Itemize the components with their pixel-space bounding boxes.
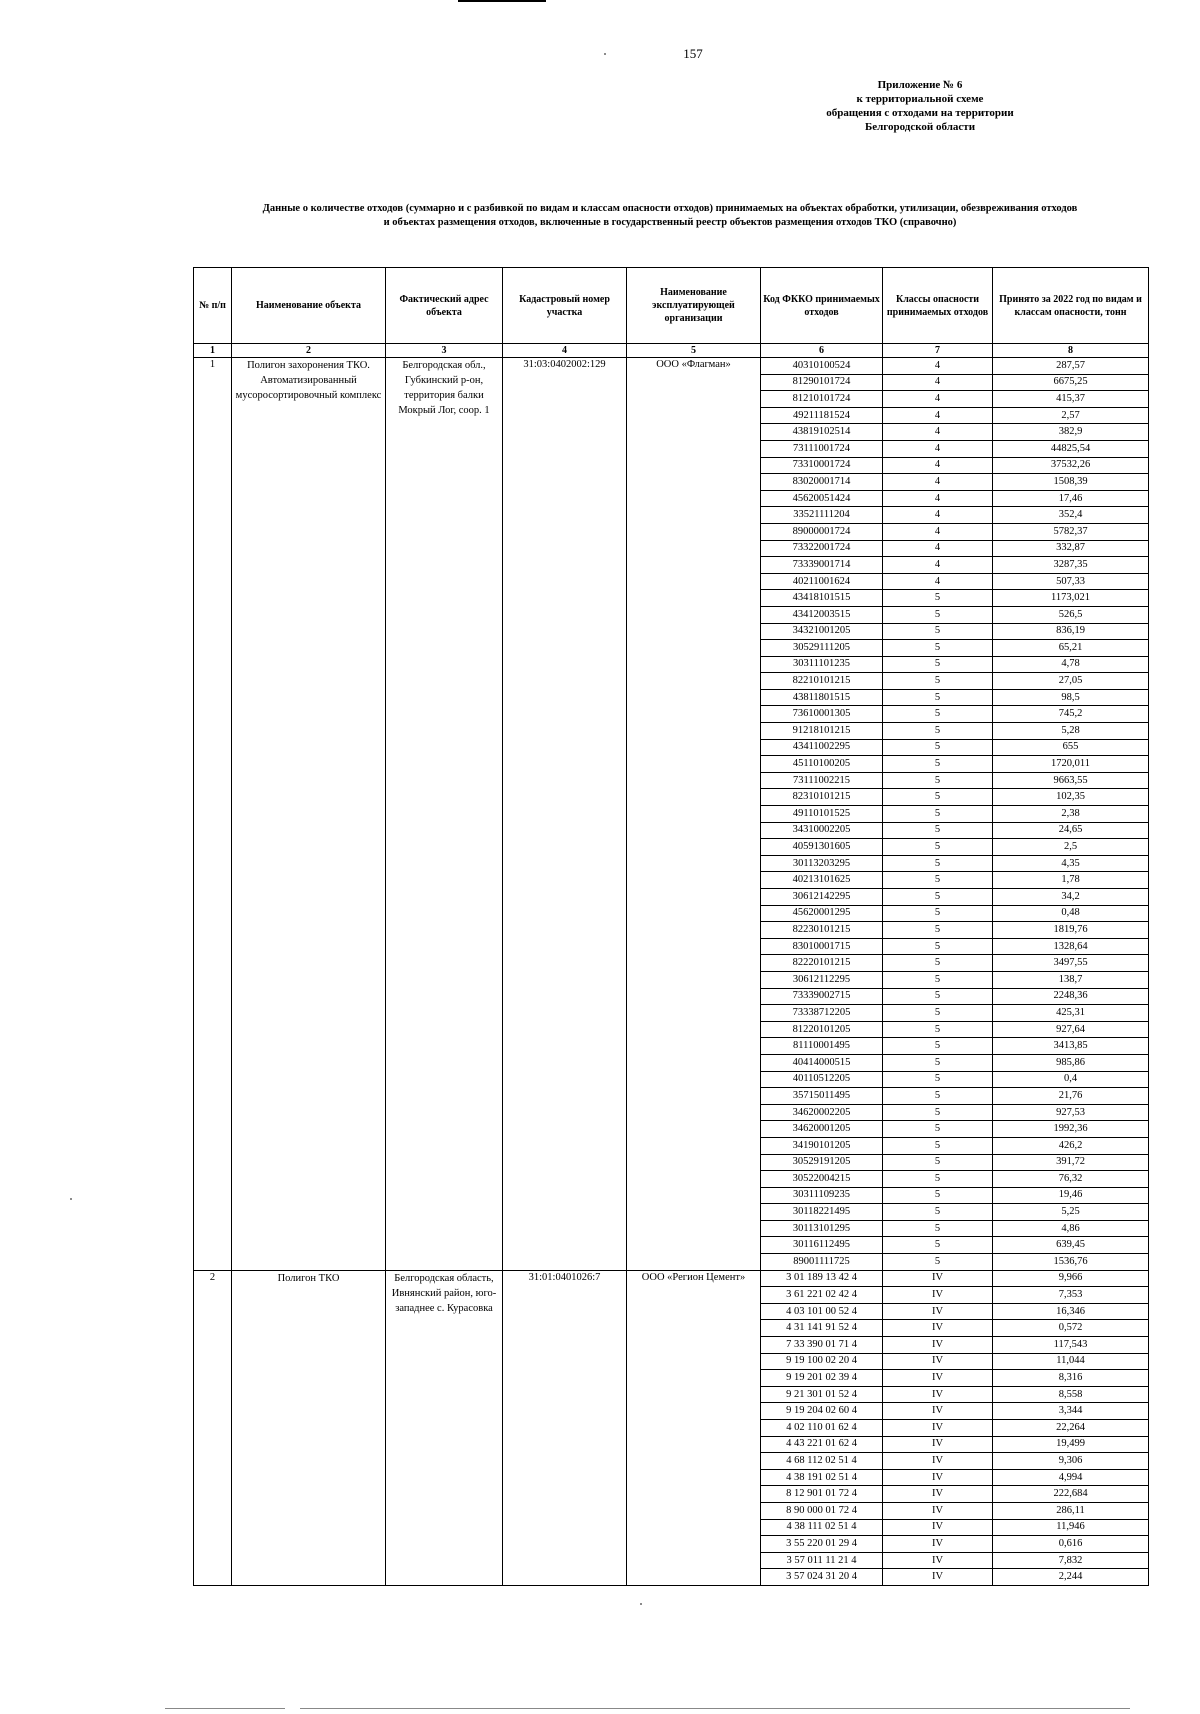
fkko-code-cell: 34620001205 xyxy=(761,1121,883,1138)
operator-cell: ООО «Флагман» xyxy=(627,358,761,1271)
fkko-code-cell: 30311101235 xyxy=(761,656,883,673)
amount-cell: 5,25 xyxy=(993,1204,1149,1221)
fkko-code-cell: 81220101205 xyxy=(761,1021,883,1038)
hazard-class-cell: 5 xyxy=(883,855,993,872)
fkko-code-cell: 8 12 901 01 72 4 xyxy=(761,1486,883,1503)
hazard-class-cell: 5 xyxy=(883,1054,993,1071)
fkko-code-cell: 9 19 201 02 39 4 xyxy=(761,1370,883,1387)
amount-cell: 507,33 xyxy=(993,573,1149,590)
fkko-code-cell: 4 38 191 02 51 4 xyxy=(761,1469,883,1486)
fkko-code-cell: 4 02 110 01 62 4 xyxy=(761,1420,883,1437)
appendix-line: обращения с отходами на территории xyxy=(826,107,1014,119)
header-cell-address: Фактический адрес объекта xyxy=(386,268,503,344)
table-row xyxy=(194,1270,1149,1287)
fkko-code-cell: 81290101724 xyxy=(761,374,883,391)
hazard-class-cell: IV xyxy=(883,1469,993,1486)
hazard-class-cell: 5 xyxy=(883,971,993,988)
header-cell-amount: Принято за 2022 год по видам и классам опасности, тонн xyxy=(993,268,1149,344)
amount-cell: 391,72 xyxy=(993,1154,1149,1171)
hazard-class-cell: 5 xyxy=(883,1171,993,1188)
fkko-code-cell: 73339002715 xyxy=(761,988,883,1005)
hazard-class-cell: 4 xyxy=(883,573,993,590)
amount-cell: 1819,76 xyxy=(993,922,1149,939)
hazard-class-cell: 5 xyxy=(883,905,993,922)
hazard-class-cell: 5 xyxy=(883,739,993,756)
hazard-class-cell: 5 xyxy=(883,1254,993,1271)
fkko-code-cell: 30612112295 xyxy=(761,971,883,988)
amount-cell: 0,48 xyxy=(993,905,1149,922)
hazard-class-cell: IV xyxy=(883,1552,993,1569)
hazard-class-cell: 5 xyxy=(883,656,993,673)
header-cell-class: Классы опасности принимаемых отходов xyxy=(883,268,993,344)
amount-cell: 34,2 xyxy=(993,889,1149,906)
fkko-code-cell: 33521111204 xyxy=(761,507,883,524)
column-number-row xyxy=(194,344,1149,358)
fkko-code-cell: 4 31 141 91 52 4 xyxy=(761,1320,883,1337)
scan-edge-line xyxy=(165,1708,285,1709)
scan-speck xyxy=(70,1198,72,1200)
amount-cell: 7,832 xyxy=(993,1552,1149,1569)
header-cell-operator: Наименование эксплуатирующей организации xyxy=(627,268,761,344)
top-edge-mark xyxy=(458,0,546,2)
hazard-class-cell: IV xyxy=(883,1370,993,1387)
hazard-class-cell: IV xyxy=(883,1486,993,1503)
fkko-code-cell: 4 43 221 01 62 4 xyxy=(761,1436,883,1453)
hazard-class-cell: 5 xyxy=(883,1220,993,1237)
fkko-code-cell: 3 55 220 01 29 4 xyxy=(761,1536,883,1553)
hazard-class-cell: 4 xyxy=(883,523,993,540)
amount-cell: 927,64 xyxy=(993,1021,1149,1038)
operator-cell: ООО «Регион Цемент» xyxy=(627,1270,761,1585)
fkko-code-cell: 40414000515 xyxy=(761,1054,883,1071)
amount-cell: 76,32 xyxy=(993,1171,1149,1188)
amount-cell: 9663,55 xyxy=(993,772,1149,789)
amount-cell: 426,2 xyxy=(993,1137,1149,1154)
fkko-code-cell: 3 57 024 31 20 4 xyxy=(761,1569,883,1586)
cadastral-number-cell: 31:01:0401026:7 xyxy=(503,1270,627,1585)
hazard-class-cell: 4 xyxy=(883,440,993,457)
appendix-line: Белгородской области xyxy=(864,121,976,133)
amount-cell: 985,86 xyxy=(993,1054,1149,1071)
fkko-code-cell: 83010001715 xyxy=(761,938,883,955)
amount-cell: 27,05 xyxy=(993,673,1149,690)
fkko-code-cell: 35715011495 xyxy=(761,1088,883,1105)
appendix-line: Приложение № 6 xyxy=(877,79,963,91)
fkko-code-cell: 9 19 204 02 60 4 xyxy=(761,1403,883,1420)
amount-cell: 0,4 xyxy=(993,1071,1149,1088)
amount-cell: 425,31 xyxy=(993,1005,1149,1022)
appendix-note xyxy=(760,78,1080,134)
hazard-class-cell: 5 xyxy=(883,872,993,889)
fkko-code-cell: 30612142295 xyxy=(761,889,883,906)
amount-cell: 639,45 xyxy=(993,1237,1149,1254)
amount-cell: 222,684 xyxy=(993,1486,1149,1503)
amount-cell: 7,353 xyxy=(993,1287,1149,1304)
fkko-code-cell: 43819102514 xyxy=(761,424,883,441)
amount-cell: 382,9 xyxy=(993,424,1149,441)
fkko-code-cell: 91218101215 xyxy=(761,723,883,740)
amount-cell: 0,616 xyxy=(993,1536,1149,1553)
column-number: 1 xyxy=(194,344,232,358)
title-line: и объектах размещения отходов, включенные в государственный реестр объектов размещения отходов ТКО (справочно) xyxy=(383,217,957,228)
hazard-class-cell: IV xyxy=(883,1287,993,1304)
hazard-class-cell: IV xyxy=(883,1420,993,1437)
fkko-code-cell: 3 01 189 13 42 4 xyxy=(761,1270,883,1287)
fkko-code-cell: 81210101724 xyxy=(761,391,883,408)
hazard-class-cell: 4 xyxy=(883,490,993,507)
header-cell-fkko: Код ФККО принимаемых отходов xyxy=(761,268,883,344)
hazard-class-cell: IV xyxy=(883,1270,993,1287)
hazard-class-cell: 5 xyxy=(883,1237,993,1254)
hazard-class-cell: IV xyxy=(883,1536,993,1553)
fkko-code-cell: 45620001295 xyxy=(761,905,883,922)
hazard-class-cell: 5 xyxy=(883,1121,993,1138)
fkko-code-cell: 43411002295 xyxy=(761,739,883,756)
fkko-code-cell: 89000001724 xyxy=(761,523,883,540)
amount-cell: 4,994 xyxy=(993,1469,1149,1486)
amount-cell: 16,346 xyxy=(993,1303,1149,1320)
hazard-class-cell: 5 xyxy=(883,1038,993,1055)
column-number: 7 xyxy=(883,344,993,358)
hazard-class-cell: 5 xyxy=(883,1088,993,1105)
fkko-code-cell: 7 33 390 01 71 4 xyxy=(761,1337,883,1354)
hazard-class-cell: 4 xyxy=(883,474,993,491)
amount-cell: 8,316 xyxy=(993,1370,1149,1387)
fkko-code-cell: 30116112495 xyxy=(761,1237,883,1254)
fkko-code-cell: 9 19 100 02 20 4 xyxy=(761,1353,883,1370)
amount-cell: 44825,54 xyxy=(993,440,1149,457)
fkko-code-cell: 30118221495 xyxy=(761,1204,883,1221)
amount-cell: 11,044 xyxy=(993,1353,1149,1370)
fkko-code-cell: 34310002205 xyxy=(761,822,883,839)
header-row xyxy=(194,268,1149,344)
facility-name-cell: Полигон ТКО xyxy=(232,1270,386,1585)
hazard-class-cell: 5 xyxy=(883,606,993,623)
fkko-code-cell: 3 57 011 11 21 4 xyxy=(761,1552,883,1569)
title-line: Данные о количестве отходов (суммарно и с разбивкой по видам и классам опасности отходов) принимаемых на объектах обработки, утилизации, обезвреживания отходов xyxy=(262,203,1078,214)
fkko-code-cell: 40211001624 xyxy=(761,573,883,590)
fkko-code-cell: 49211181524 xyxy=(761,407,883,424)
scan-speck xyxy=(604,53,606,55)
amount-cell: 4,78 xyxy=(993,656,1149,673)
hazard-class-cell: 4 xyxy=(883,358,993,375)
hazard-class-cell: 4 xyxy=(883,540,993,557)
amount-cell: 2,244 xyxy=(993,1569,1149,1586)
hazard-class-cell: 5 xyxy=(883,623,993,640)
hazard-class-cell: IV xyxy=(883,1353,993,1370)
amount-cell: 19,499 xyxy=(993,1436,1149,1453)
amount-cell: 24,65 xyxy=(993,822,1149,839)
appendix-line: к территориальной схеме xyxy=(856,93,984,105)
document-title xyxy=(190,202,1150,230)
amount-cell: 11,946 xyxy=(993,1519,1149,1536)
hazard-class-cell: 5 xyxy=(883,889,993,906)
amount-cell: 2,57 xyxy=(993,407,1149,424)
hazard-class-cell: 5 xyxy=(883,806,993,823)
hazard-class-cell: IV xyxy=(883,1303,993,1320)
fkko-code-cell: 30113101295 xyxy=(761,1220,883,1237)
column-number: 8 xyxy=(993,344,1149,358)
amount-cell: 332,87 xyxy=(993,540,1149,557)
amount-cell: 22,264 xyxy=(993,1420,1149,1437)
hazard-class-cell: 4 xyxy=(883,391,993,408)
hazard-class-cell: 5 xyxy=(883,756,993,773)
fkko-code-cell: 34321001205 xyxy=(761,623,883,640)
fkko-code-cell: 43418101515 xyxy=(761,590,883,607)
fkko-code-cell: 73610001305 xyxy=(761,706,883,723)
table-row xyxy=(194,358,1149,375)
amount-cell: 2248,36 xyxy=(993,988,1149,1005)
scan-speck xyxy=(640,1603,642,1605)
page-number: 157 xyxy=(683,46,703,61)
hazard-class-cell: 5 xyxy=(883,723,993,740)
hazard-class-cell: 5 xyxy=(883,590,993,607)
amount-cell: 1173,021 xyxy=(993,590,1149,607)
hazard-class-cell: 5 xyxy=(883,706,993,723)
fkko-code-cell: 9 21 301 01 52 4 xyxy=(761,1386,883,1403)
amount-cell: 745,2 xyxy=(993,706,1149,723)
amount-cell: 1992,36 xyxy=(993,1121,1149,1138)
hazard-class-cell: 5 xyxy=(883,789,993,806)
column-number: 5 xyxy=(627,344,761,358)
amount-cell: 21,76 xyxy=(993,1088,1149,1105)
amount-cell: 287,57 xyxy=(993,358,1149,375)
column-number: 6 xyxy=(761,344,883,358)
hazard-class-cell: 5 xyxy=(883,922,993,939)
fkko-code-cell: 73322001724 xyxy=(761,540,883,557)
column-number: 2 xyxy=(232,344,386,358)
fkko-code-cell: 4 68 112 02 51 4 xyxy=(761,1453,883,1470)
amount-cell: 1508,39 xyxy=(993,474,1149,491)
hazard-class-cell: IV xyxy=(883,1403,993,1420)
amount-cell: 415,37 xyxy=(993,391,1149,408)
facility-address-cell: Белгородская обл., Губкинский р-он, территория балки Мокрый Лог, соор. 1 xyxy=(386,358,503,1271)
hazard-class-cell: 5 xyxy=(883,1021,993,1038)
amount-cell: 3497,55 xyxy=(993,955,1149,972)
header-cell-object: Наименование объекта xyxy=(232,268,386,344)
hazard-class-cell: 5 xyxy=(883,673,993,690)
amount-cell: 17,46 xyxy=(993,490,1149,507)
fkko-code-cell: 73310001724 xyxy=(761,457,883,474)
amount-cell: 8,558 xyxy=(993,1386,1149,1403)
column-number: 4 xyxy=(503,344,627,358)
fkko-code-cell: 82210101215 xyxy=(761,673,883,690)
hazard-class-cell: IV xyxy=(883,1337,993,1354)
fkko-code-cell: 43412003515 xyxy=(761,606,883,623)
fkko-code-cell: 73111001724 xyxy=(761,440,883,457)
amount-cell: 655 xyxy=(993,739,1149,756)
hazard-class-cell: 5 xyxy=(883,822,993,839)
fkko-code-cell: 49110101525 xyxy=(761,806,883,823)
fkko-code-cell: 40110512205 xyxy=(761,1071,883,1088)
amount-cell: 138,7 xyxy=(993,971,1149,988)
facility-number-cell: 1 xyxy=(194,358,232,1271)
hazard-class-cell: IV xyxy=(883,1436,993,1453)
hazard-class-cell: 5 xyxy=(883,1005,993,1022)
header-cell-num: № п/п xyxy=(194,268,232,344)
hazard-class-cell: 5 xyxy=(883,689,993,706)
hazard-class-cell: 4 xyxy=(883,407,993,424)
amount-cell: 9,306 xyxy=(993,1453,1149,1470)
hazard-class-cell: IV xyxy=(883,1519,993,1536)
header-cell-cadastral: Кадастровый номер участка xyxy=(503,268,627,344)
hazard-class-cell: 5 xyxy=(883,938,993,955)
hazard-class-cell: 5 xyxy=(883,839,993,856)
hazard-class-cell: 4 xyxy=(883,557,993,574)
amount-cell: 3413,85 xyxy=(993,1038,1149,1055)
amount-cell: 1328,64 xyxy=(993,938,1149,955)
fkko-code-cell: 40213101625 xyxy=(761,872,883,889)
fkko-code-cell: 82230101215 xyxy=(761,922,883,939)
facility-name-cell: Полигон захоронения ТКО. Автоматизированный мусоросортировочный комплекс xyxy=(232,358,386,1271)
fkko-code-cell: 3 61 221 02 42 4 xyxy=(761,1287,883,1304)
cadastral-number-cell: 31:03:0402002:129 xyxy=(503,358,627,1271)
hazard-class-cell: IV xyxy=(883,1320,993,1337)
fkko-code-cell: 73339001714 xyxy=(761,557,883,574)
hazard-class-cell: IV xyxy=(883,1502,993,1519)
amount-cell: 352,4 xyxy=(993,507,1149,524)
amount-cell: 836,19 xyxy=(993,623,1149,640)
amount-cell: 3,344 xyxy=(993,1403,1149,1420)
fkko-code-cell: 81110001495 xyxy=(761,1038,883,1055)
amount-cell: 286,11 xyxy=(993,1502,1149,1519)
column-number: 3 xyxy=(386,344,503,358)
hazard-class-cell: 5 xyxy=(883,640,993,657)
hazard-class-cell: IV xyxy=(883,1453,993,1470)
amount-cell: 37532,26 xyxy=(993,457,1149,474)
hazard-class-cell: IV xyxy=(883,1569,993,1586)
amount-cell: 6675,25 xyxy=(993,374,1149,391)
hazard-class-cell: 5 xyxy=(883,1104,993,1121)
amount-cell: 2,38 xyxy=(993,806,1149,823)
amount-cell: 5782,37 xyxy=(993,523,1149,540)
amount-cell: 19,46 xyxy=(993,1187,1149,1204)
fkko-code-cell: 30522004215 xyxy=(761,1171,883,1188)
hazard-class-cell: IV xyxy=(883,1386,993,1403)
amount-cell: 117,543 xyxy=(993,1337,1149,1354)
amount-cell: 3287,35 xyxy=(993,557,1149,574)
waste-registry-table xyxy=(193,267,1149,1586)
amount-cell: 98,5 xyxy=(993,689,1149,706)
fkko-code-cell: 82220101215 xyxy=(761,955,883,972)
hazard-class-cell: 5 xyxy=(883,988,993,1005)
amount-cell: 65,21 xyxy=(993,640,1149,657)
fkko-code-cell: 40310100524 xyxy=(761,358,883,375)
fkko-code-cell: 73338712205 xyxy=(761,1005,883,1022)
fkko-code-cell: 30529111205 xyxy=(761,640,883,657)
registry-body xyxy=(194,358,1149,1586)
fkko-code-cell: 30529191205 xyxy=(761,1154,883,1171)
fkko-code-cell: 83020001714 xyxy=(761,474,883,491)
amount-cell: 927,53 xyxy=(993,1104,1149,1121)
amount-cell: 4,86 xyxy=(993,1220,1149,1237)
amount-cell: 102,35 xyxy=(993,789,1149,806)
hazard-class-cell: 5 xyxy=(883,772,993,789)
fkko-code-cell: 8 90 000 01 72 4 xyxy=(761,1502,883,1519)
hazard-class-cell: 5 xyxy=(883,1137,993,1154)
amount-cell: 4,35 xyxy=(993,855,1149,872)
hazard-class-cell: 5 xyxy=(883,1071,993,1088)
facility-number-cell: 2 xyxy=(194,1270,232,1585)
amount-cell: 1,78 xyxy=(993,872,1149,889)
hazard-class-cell: 5 xyxy=(883,955,993,972)
fkko-code-cell: 43811801515 xyxy=(761,689,883,706)
fkko-code-cell: 45620051424 xyxy=(761,490,883,507)
hazard-class-cell: 4 xyxy=(883,424,993,441)
hazard-class-cell: 4 xyxy=(883,457,993,474)
hazard-class-cell: 4 xyxy=(883,374,993,391)
hazard-class-cell: 5 xyxy=(883,1204,993,1221)
amount-cell: 0,572 xyxy=(993,1320,1149,1337)
amount-cell: 5,28 xyxy=(993,723,1149,740)
amount-cell: 1720,011 xyxy=(993,756,1149,773)
amount-cell: 1536,76 xyxy=(993,1254,1149,1271)
fkko-code-cell: 30311109235 xyxy=(761,1187,883,1204)
hazard-class-cell: 5 xyxy=(883,1154,993,1171)
fkko-code-cell: 30113203295 xyxy=(761,855,883,872)
fkko-code-cell: 89001111725 xyxy=(761,1254,883,1271)
fkko-code-cell: 34620002205 xyxy=(761,1104,883,1121)
fkko-code-cell: 40591301605 xyxy=(761,839,883,856)
fkko-code-cell: 82310101215 xyxy=(761,789,883,806)
amount-cell: 526,5 xyxy=(993,606,1149,623)
facility-address-cell: Белгородская область, Ивнянский район, юго-западнее с. Курасовка xyxy=(386,1270,503,1585)
fkko-code-cell: 34190101205 xyxy=(761,1137,883,1154)
fkko-code-cell: 4 38 111 02 51 4 xyxy=(761,1519,883,1536)
hazard-class-cell: 4 xyxy=(883,507,993,524)
hazard-class-cell: 5 xyxy=(883,1187,993,1204)
amount-cell: 9,966 xyxy=(993,1270,1149,1287)
fkko-code-cell: 45110100205 xyxy=(761,756,883,773)
fkko-code-cell: 4 03 101 00 52 4 xyxy=(761,1303,883,1320)
amount-cell: 2,5 xyxy=(993,839,1149,856)
scan-edge-line xyxy=(300,1708,1130,1709)
fkko-code-cell: 73111002215 xyxy=(761,772,883,789)
